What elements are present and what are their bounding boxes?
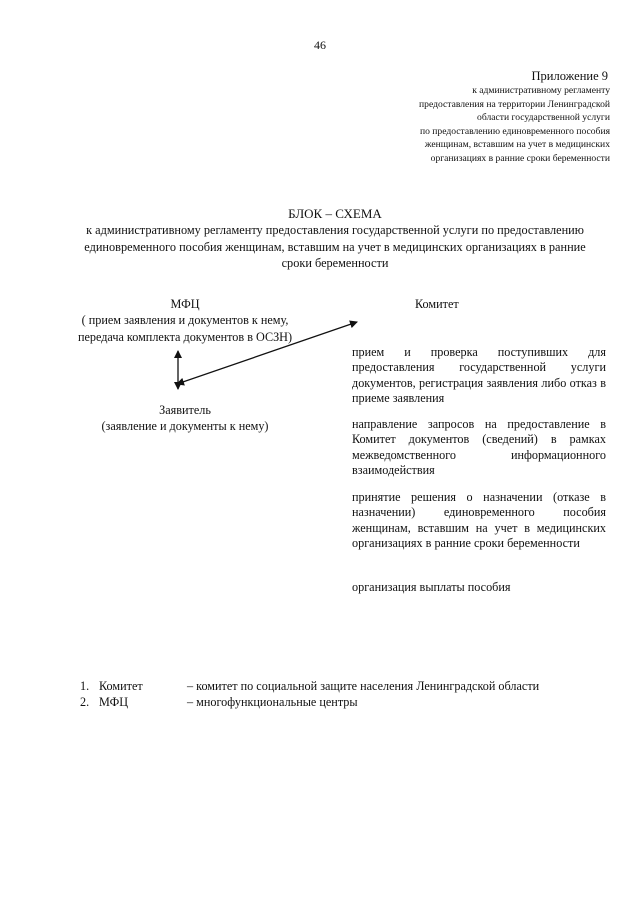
committee-step-requests: направление запросов на предоставление в Комитет документов (сведений) в рамках межведомственного информационного взаимодействия	[352, 417, 606, 478]
committee-title: Комитет	[415, 297, 459, 311]
appendix-line: к административному регламенту	[472, 85, 610, 96]
appendix-line: организациях в ранние сроки беременности	[430, 152, 610, 164]
applicant-committee-arrow	[177, 322, 357, 384]
legend-term: МФЦ	[99, 695, 129, 709]
mfc-description-line: ( прием заявления и документов к нему,	[81, 313, 289, 328]
heading-line: единовременного пособия женщинам, вставшим на учет в медицинских организациях в ранние	[84, 239, 586, 254]
page-number: 46	[314, 38, 326, 52]
heading-line: к административному регламенту предоставления государственной услуги по предоставлению	[86, 223, 584, 237]
legend-term: Комитет	[99, 679, 143, 693]
committee-step-decision: принятие решения о назначении (отказе в назначении) единовременного пособия женщинам, вставшим на учет в медицинских организациях в ранние сроки беременности	[352, 490, 606, 551]
appendix-line: области государственной услуги	[477, 112, 610, 124]
appendix-line: предоставления на территории Ленинградской	[419, 98, 610, 110]
legend-number: 2.	[80, 695, 90, 709]
applicant-title: Заявитель	[159, 403, 211, 417]
appendix-title: Приложение 9	[531, 69, 608, 83]
committee-step-reception: прием и проверка поступивших для предоставления государственной услуги документов, регистрация заявления либо отказ в приеме заявления	[352, 345, 606, 406]
mfc-description-line: передача комплекта документов в ОСЗН)	[77, 329, 293, 344]
heading-line: сроки беременности	[281, 256, 389, 270]
appendix-line: по предоставлению единовременного пособия	[419, 125, 610, 137]
committee-step-payment: организация выплаты пособия	[352, 580, 511, 594]
legend-definition: – многофункциональные центры	[187, 695, 358, 709]
legend-definition: – комитет по социальной защите населения Ленинградской области	[187, 679, 540, 693]
applicant-description: (заявление и документы к нему)	[101, 419, 269, 434]
appendix-line: женщинам, вставшим на учет в медицинских	[424, 139, 610, 151]
legend-number: 1.	[80, 679, 90, 693]
heading-title: БЛОК – СХЕМА	[288, 206, 382, 221]
mfc-title: МФЦ	[170, 297, 200, 311]
